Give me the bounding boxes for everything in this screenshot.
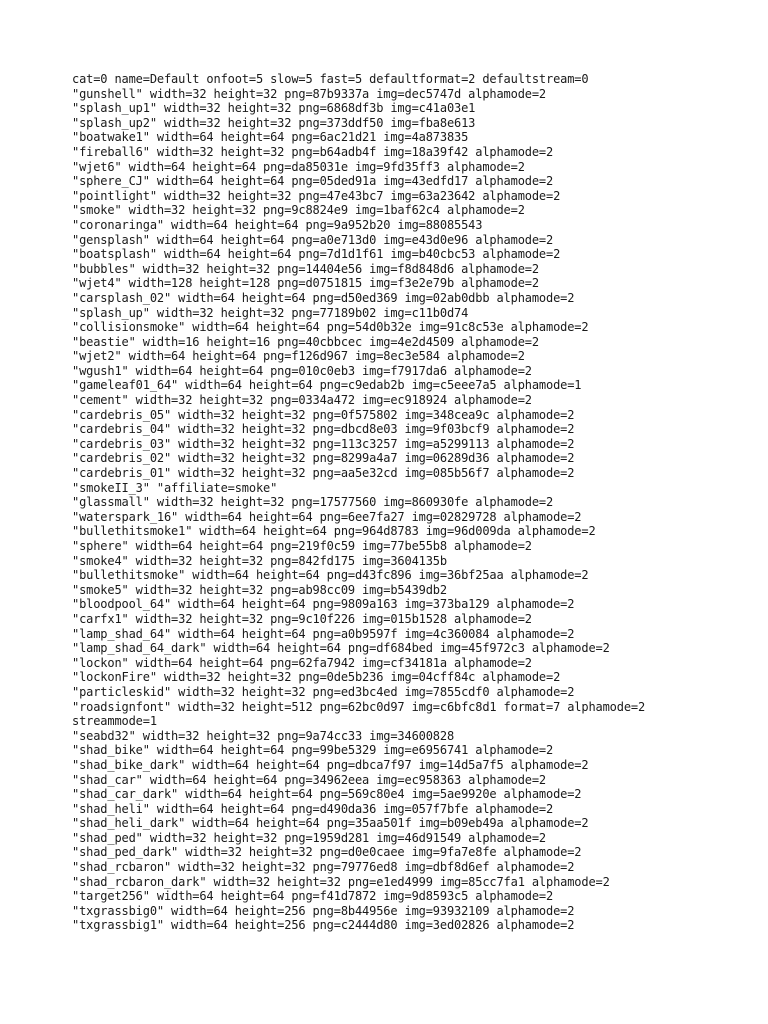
document-line: "wgush1" width=64 height=64 png=010c0eb3 img=f7917da6 alphamode=2 (72, 363, 532, 378)
document-line: "cardebris_02" width=32 height=32 png=8299a4a7 img=06289d36 alphamode=2 (72, 451, 575, 466)
document-line: "sphere" width=64 height=64 png=219f0c59 img=77be55b8 alphamode=2 (72, 539, 532, 553)
document-line: "shad_bike" width=64 height=64 png=99be5329 img=e6956741 alphamode=2 (72, 743, 554, 758)
document-line: "fireball6" width=32 height=32 png=b64adb4f img=18a39f42 alphamode=2 (72, 144, 554, 159)
document-line: "splash_up" width=32 height=32 png=77189b02 img=c11b0d74 (72, 305, 469, 320)
document-line: "txgrassbig1" width=64 height=256 png=c2444d80 img=3ed02826 alphamode=2 (72, 918, 575, 933)
document-line: "smoke5" width=32 height=32 png=ab98cc09 img=b5439db2 (72, 582, 447, 597)
document-line: "collisionsmoke" width=64 height=64 png=54d0b32e img=91c8c53e alphamode=2 (72, 320, 589, 335)
document-line: "shad_rcbaron" width=32 height=32 png=79776ed8 img=dbf8d6ef alphamode=2 (72, 860, 575, 875)
document-line: streammode=1 (72, 714, 157, 729)
document-line: "smokeII_3" "affiliate=smoke" (72, 480, 278, 495)
document-line: "bloodpool_64" width=64 height=64 png=9809a163 img=373ba129 alphamode=2 (72, 597, 575, 612)
document-line: "pointlight" width=32 height=32 png=47e43bc7 img=63a23642 alphamode=2 (72, 188, 561, 203)
document-line: "carfx1" width=32 height=32 png=9c10f226 img=015b1528 alphamode=2 (72, 611, 532, 626)
document-line: "lamp_shad_64_dark" width=64 height=64 png=df684bed img=45f972c3 alphamode=2 (72, 641, 610, 656)
document-line: "lockon" width=64 height=64 png=62fa7942 img=cf34181a alphamode=2 (72, 655, 532, 670)
document-line: "shad_heli" width=64 height=64 png=d490da36 img=057f7bfe alphamode=2 (72, 801, 554, 816)
document-line: "gensplash" width=64 height=64 png=a0e713d0 img=e43d0e96 alphamode=2 (72, 232, 554, 247)
document-line: "cardebris_01" width=32 height=32 png=aa5e32cd img=085b56f7 alphamode=2 (72, 466, 575, 481)
document-line: "shad_car_dark" width=64 height=64 png=569c80e4 img=5ae9920e alphamode=2 (72, 787, 582, 802)
document-line: cat=0 name=Default onfoot=5 slow=5 fast=5 defaultformat=2 defaultstream=0 (72, 72, 589, 86)
document-line: "shad_heli_dark" width=64 height=64 png=35aa501f img=b09eb49a alphamode=2 (72, 816, 589, 831)
document-line: "bubbles" width=32 height=32 png=14404e56 img=f8d848d6 alphamode=2 (72, 261, 539, 276)
document-line: "shad_rcbaron_dark" width=32 height=32 png=e1ed4999 img=85cc7fa1 alphamode=2 (72, 874, 610, 889)
document-line: "shad_car" width=64 height=64 png=34962eea img=ec958363 alphamode=2 (72, 772, 546, 787)
document-line: "shad_bike_dark" width=64 height=64 png=dbca7f97 img=14d5a7f5 alphamode=2 (72, 757, 589, 772)
document-line: "carsplash_02" width=64 height=64 png=d50ed369 img=02ab0dbb alphamode=2 (72, 290, 575, 305)
document-line: "boatwake1" width=64 height=64 png=6ac21d21 img=4a873835 (72, 130, 469, 145)
document-line: "shad_ped_dark" width=32 height=32 png=d0e0caee img=9fa7e8fe alphamode=2 (72, 845, 582, 860)
document-line: "lamp_shad_64" width=64 height=64 png=a0b9597f img=4c360084 alphamode=2 (72, 626, 575, 641)
document-line: "wjet4" width=128 height=128 png=d0751815 img=f3e2e79b alphamode=2 (72, 276, 539, 291)
document-text-block (72, 72, 732, 933)
document-line: "beastie" width=16 height=16 png=40cbbcec img=4e2d4509 alphamode=2 (72, 334, 539, 349)
document-line: "splash_up2" width=32 height=32 png=373ddf50 img=fba8e613 (72, 115, 476, 130)
document-line: "shad_ped" width=32 height=32 png=1959d281 img=46d91549 alphamode=2 (72, 830, 546, 845)
document-line: "target256" width=64 height=64 png=f41d7872 img=9d8593c5 alphamode=2 (72, 889, 554, 904)
document-line: "splash_up1" width=32 height=32 png=6868df3b img=c41a03e1 (72, 101, 476, 116)
document-line: "txgrassbig0" width=64 height=256 png=8b44956e img=93932109 alphamode=2 (72, 903, 575, 918)
document-line: "roadsignfont" width=32 height=512 png=62bc0d97 img=c6bfc8d1 format=7 alphamode=2 (72, 699, 646, 714)
document-line: "coronaringa" width=64 height=64 png=9a952b20 img=88085543 (72, 217, 483, 232)
document-line: "waterspark_16" width=64 height=64 png=6ee7fa27 img=02829728 alphamode=2 (72, 509, 582, 524)
document-line: "bullethitsmoke1" width=64 height=64 png=964d8783 img=96d009da alphamode=2 (72, 524, 596, 539)
document-line: "smoke" width=32 height=32 png=9c8824e9 img=1baf62c4 alphamode=2 (72, 203, 525, 218)
document-line: "wjet2" width=64 height=64 png=f126d967 img=8ec3e584 alphamode=2 (72, 349, 525, 364)
document-line: "gunshell" width=32 height=32 png=87b9337a img=dec5747d alphamode=2 (72, 86, 546, 101)
document-line: "cardebris_05" width=32 height=32 png=0f575802 img=348cea9c alphamode=2 (72, 407, 575, 422)
document-line: "smoke4" width=32 height=32 png=842fd175 img=3604135b (72, 553, 447, 568)
document-line: "glassmall" width=32 height=32 png=17577560 img=860930fe alphamode=2 (72, 495, 554, 510)
document-line: "seabd32" width=32 height=32 png=9a74cc33 img=34600828 (72, 728, 455, 743)
document-line: "lockonFire" width=32 height=32 png=0de5b236 img=04cff84c alphamode=2 (72, 670, 561, 685)
document-line: "sphere_CJ" width=64 height=64 png=05ded91a img=43edfd17 alphamode=2 (72, 174, 554, 189)
document-line: "particleskid" width=32 height=32 png=ed3bc4ed img=7855cdf0 alphamode=2 (72, 684, 575, 699)
document-line: "gameleaf01_64" width=64 height=64 png=c9edab2b img=c5eee7a5 alphamode=1 (72, 378, 582, 393)
document-line: "boatsplash" width=64 height=64 png=7d1d1f61 img=b40cbc53 alphamode=2 (72, 247, 561, 262)
document-line: "cardebris_03" width=32 height=32 png=113c3257 img=a5299113 alphamode=2 (72, 436, 575, 451)
document-line: "cardebris_04" width=32 height=32 png=dbcd8e03 img=9f03bcf9 alphamode=2 (72, 422, 575, 437)
document-line: "bullethitsmoke" width=64 height=64 png=d43fc896 img=36bf25aa alphamode=2 (72, 568, 589, 583)
document-line: "wjet6" width=64 height=64 png=da85031e img=9fd35ff3 alphamode=2 (72, 159, 525, 174)
document-line: "cement" width=32 height=32 png=0334a472 img=ec918924 alphamode=2 (72, 393, 532, 408)
